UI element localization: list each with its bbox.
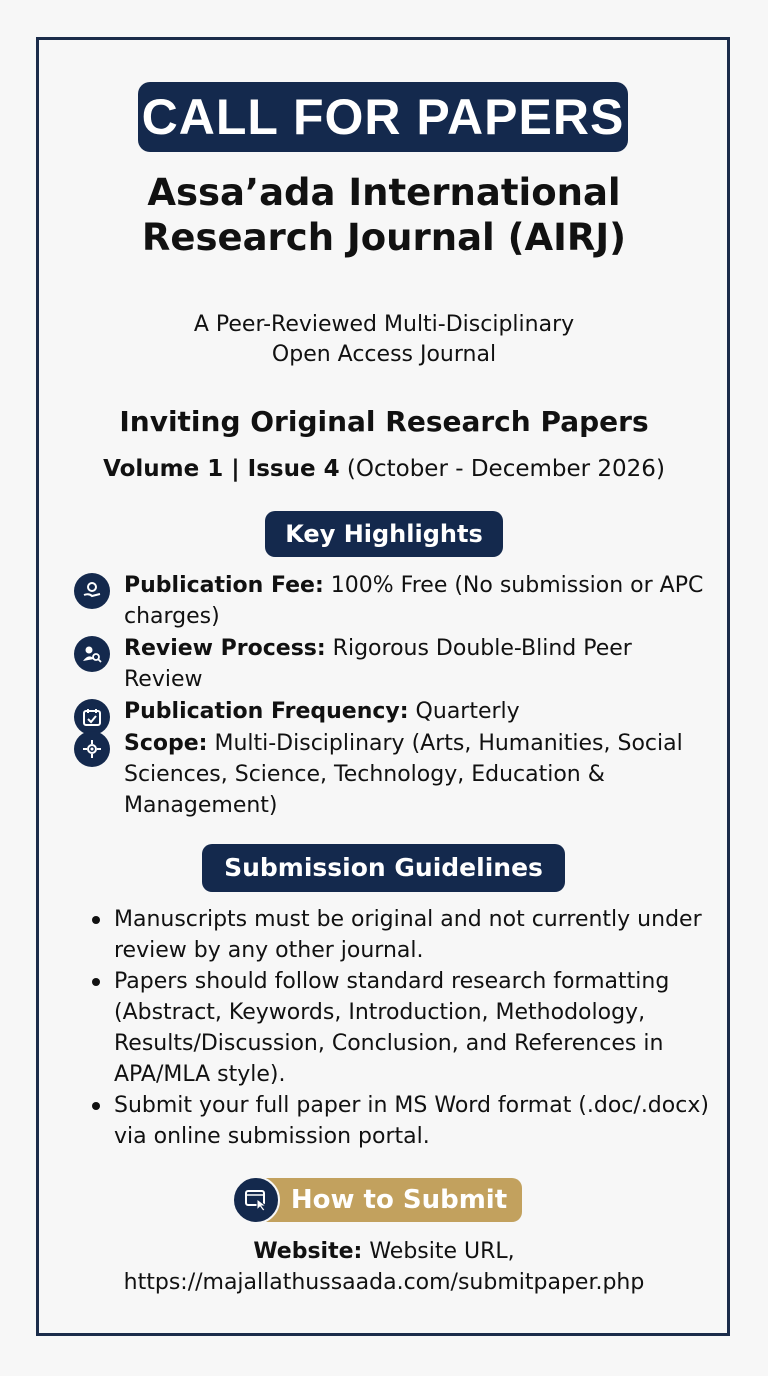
call-for-papers-badge: CALL FOR PAPERS (138, 82, 628, 152)
highlight-item (74, 728, 704, 821)
guideline-item: Submit your full paper in MS Word format (.doc/.docx) via online submission portal. (90, 1090, 710, 1152)
guideline-item: Papers should follow standard research formatting (Abstract, Keywords, Introduction, Methodology, Results/Discussion, Conclusion, and References in APA/MLA style). (90, 966, 710, 1090)
journal-subtitle (0, 310, 768, 370)
how-to-submit-label: How to Submit (256, 1178, 522, 1222)
highlight-label: Publication Frequency: (124, 699, 409, 724)
journal-title-line1: Assa’ada International (147, 171, 621, 214)
highlight-text: Rigorous Double-Blind Peer Review (124, 636, 632, 692)
highlight-label: Review Process: (124, 636, 326, 661)
highlight-text: Multi-Disciplinary (Arts, Humanities, Social Sciences, Science, Technology, Education & Management) (124, 731, 683, 818)
computer-cursor-icon (232, 1176, 280, 1224)
highlight-label: Publication Fee: (124, 573, 324, 598)
guidelines-list (90, 904, 710, 1152)
journal-title-line2: Research Journal (AIRJ) (141, 216, 627, 259)
website-line1 (0, 1236, 768, 1267)
inviting-heading: Inviting Original Research Papers (119, 405, 649, 438)
website-url-link[interactable]: https://majallathussaada.com/submitpaper.php (123, 1270, 645, 1295)
subtitle-line2: Open Access Journal (271, 342, 497, 367)
highlights-list (74, 570, 704, 822)
hand-coin-icon (74, 573, 110, 609)
journal-title (0, 170, 768, 260)
highlight-text: 100% Free (No submission or APC charges) (124, 573, 704, 629)
guideline-item: Manuscripts must be original and not currently under review by any other journal. (90, 904, 710, 966)
gear-network-icon (74, 731, 110, 767)
highlight-item (74, 633, 704, 695)
volume-issue-dates: (October - December 2026) (339, 456, 665, 482)
highlight-item (74, 696, 704, 727)
subtitle-line1: A Peer-Reviewed Multi-Disciplinary (193, 312, 575, 337)
highlight-label: Scope: (124, 731, 208, 756)
website-info (0, 1236, 768, 1298)
highlight-item (74, 570, 704, 632)
website-text: Website URL, (362, 1239, 515, 1264)
website-label: Website: (253, 1239, 363, 1264)
volume-issue-label: Volume 1 | Issue 4 (103, 456, 340, 482)
highlight-text: Quarterly (408, 699, 520, 724)
key-highlights-heading: Key Highlights (265, 511, 503, 557)
submission-guidelines-heading: Submission Guidelines (202, 844, 565, 892)
how-to-submit-banner (232, 1176, 522, 1224)
volume-issue (0, 452, 768, 486)
user-search-icon (74, 636, 110, 672)
